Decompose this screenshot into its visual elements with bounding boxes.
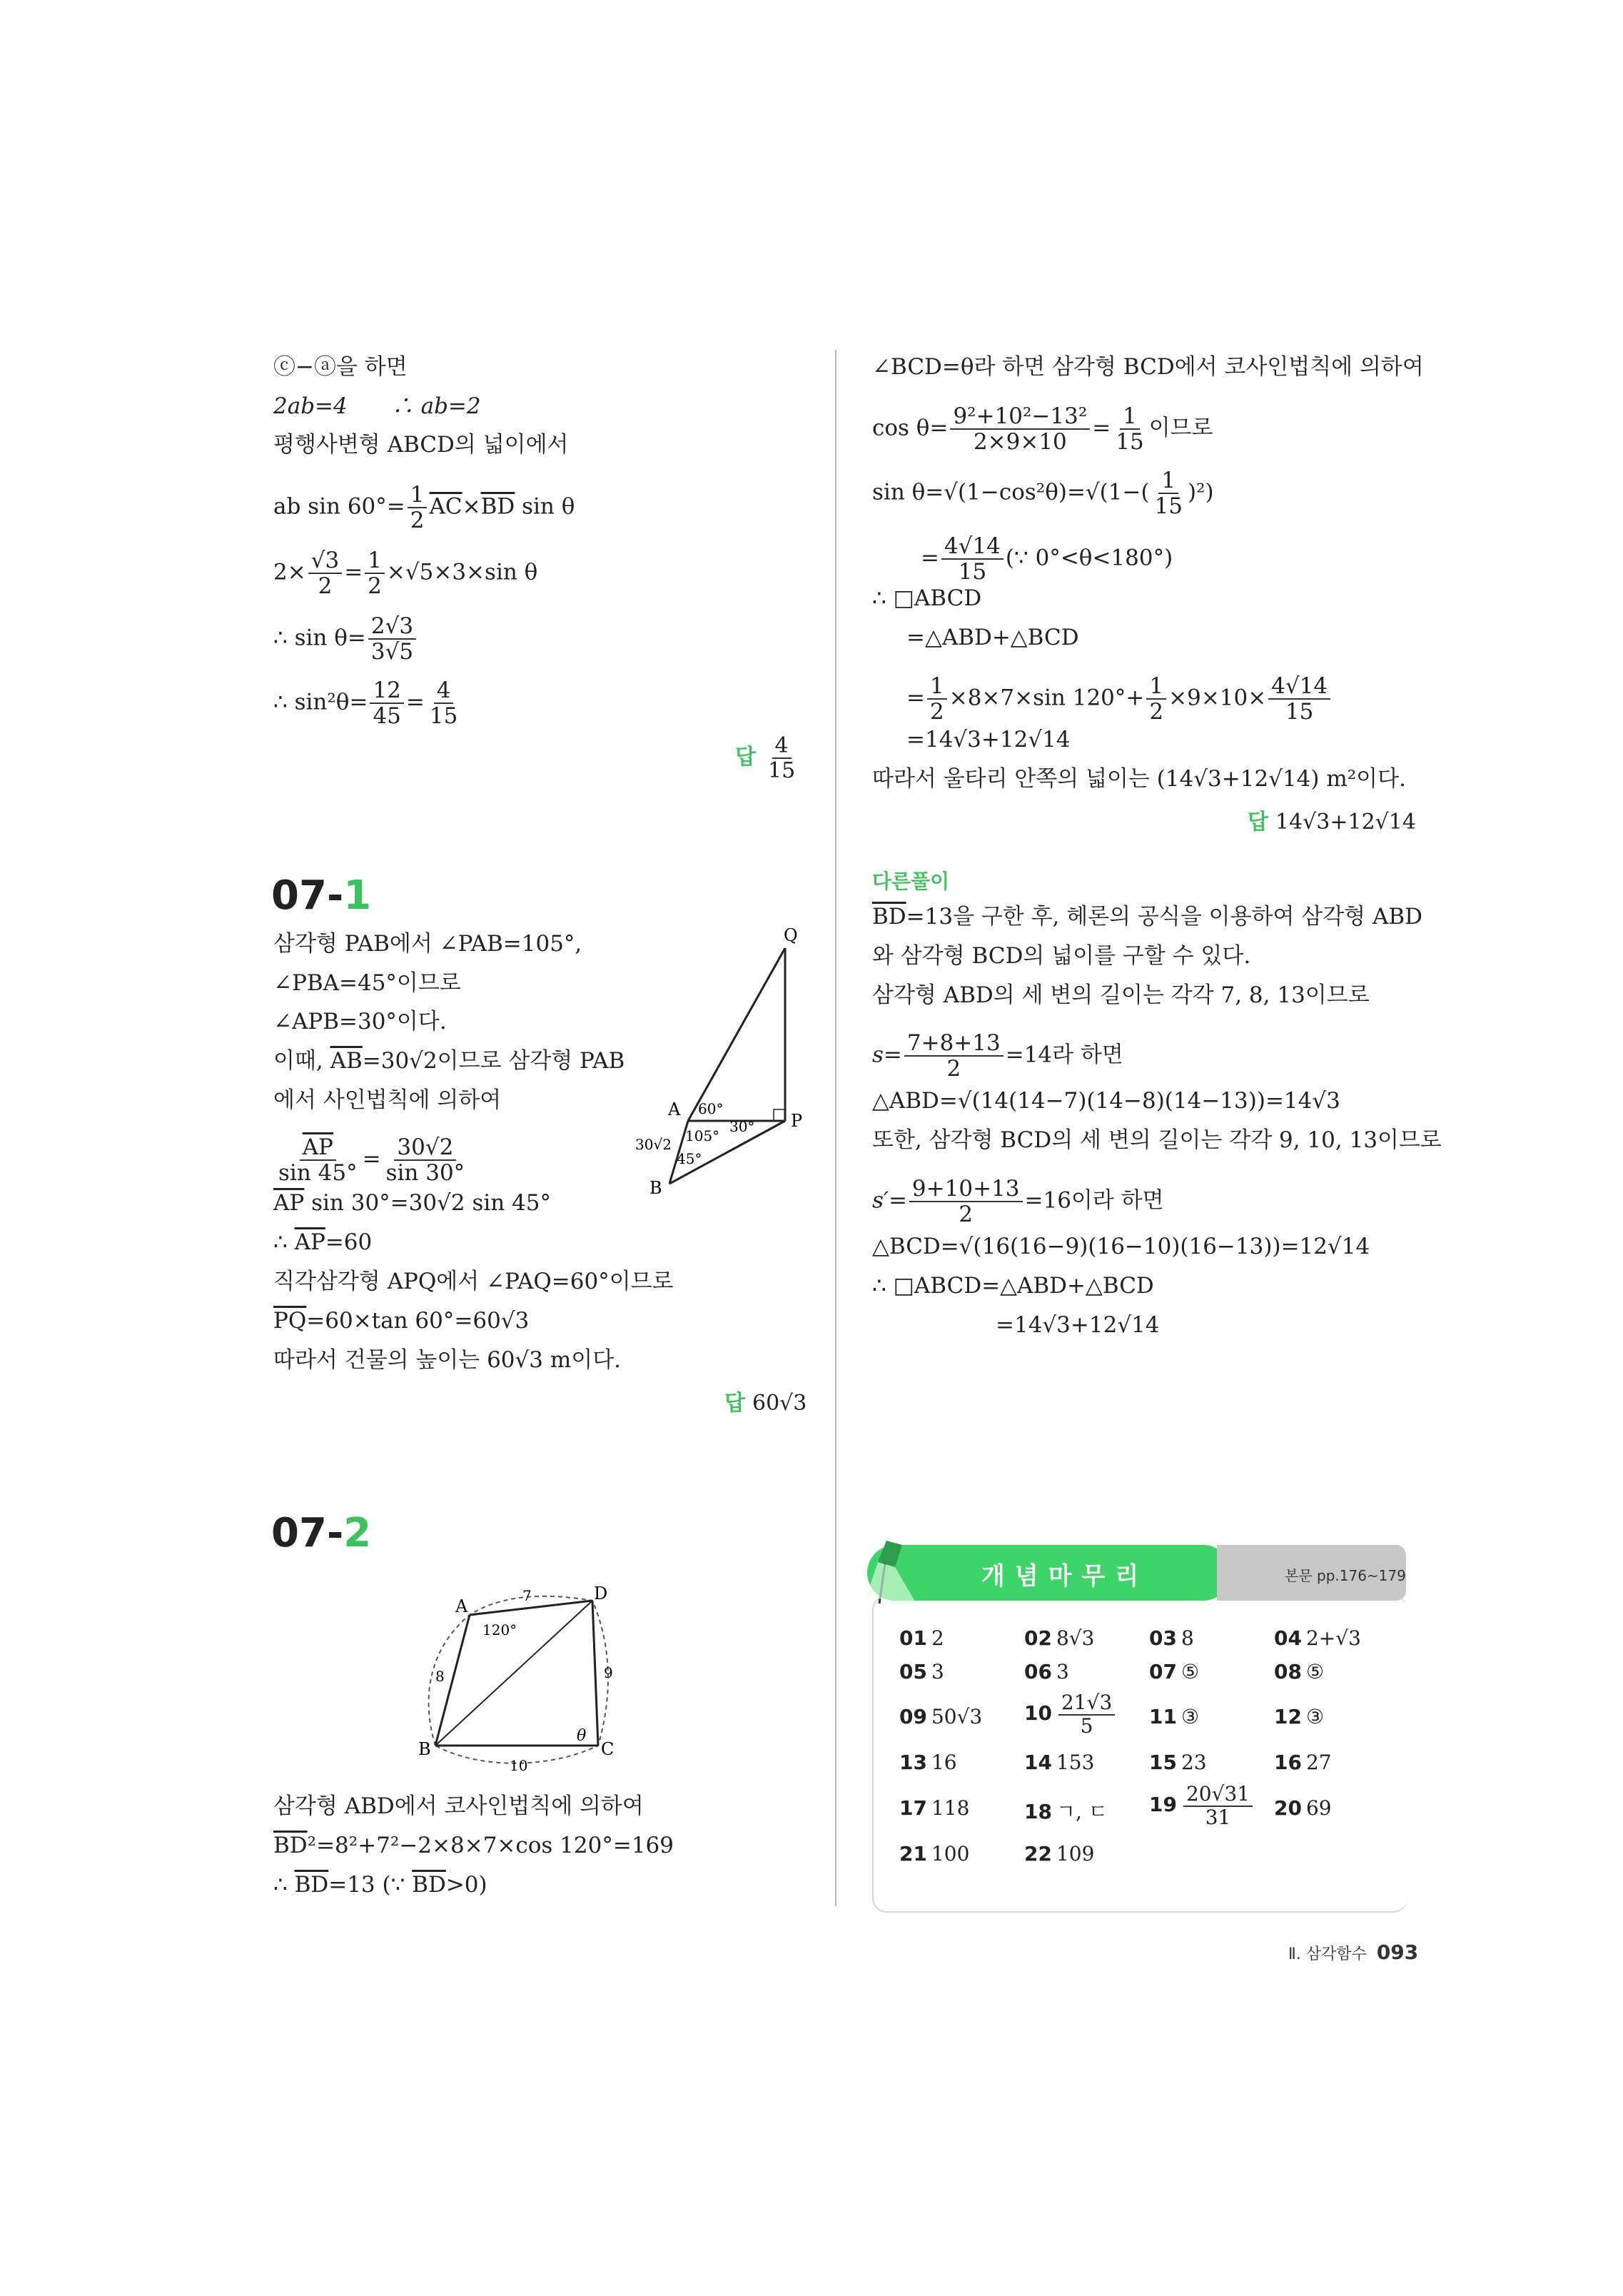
math-text: s′=: [872, 1187, 907, 1214]
numerator: 1: [408, 483, 428, 508]
segment: $\overline{BD}$: [480, 493, 515, 520]
answer: [724, 1385, 807, 1416]
label-A: A: [668, 1099, 681, 1119]
item-value: 8: [1180, 1626, 1194, 1650]
summary-item-09: [899, 1705, 982, 1728]
label-B: B: [418, 1739, 431, 1759]
summary-item-08: [1274, 1660, 1324, 1683]
answer: [1248, 804, 1416, 835]
numerator: 30√2: [394, 1135, 456, 1161]
math-line: [273, 614, 418, 664]
item-number: 17: [899, 1796, 927, 1820]
math-text: cos θ=: [872, 415, 949, 441]
math-line: [872, 1031, 1123, 1081]
numerator: $\overline{AP}$: [300, 1135, 336, 1161]
summary-item-01: [899, 1626, 944, 1650]
summary-item-07: [1149, 1660, 1199, 1683]
math-text: ×8×7×sin 120°+: [949, 685, 1145, 711]
item-number: 03: [1149, 1626, 1177, 1650]
fraction: [1152, 468, 1185, 518]
numerator: 1: [365, 548, 385, 574]
math-line: [273, 548, 537, 598]
math-line: △BCD=√(16(16−9)(16−10)(16−13))=12√14: [872, 1234, 1370, 1259]
denominator: 2: [929, 699, 944, 725]
item-number: 09: [899, 1705, 927, 1728]
denominator: 2×9×10: [973, 429, 1067, 455]
math-text: ab sin 60°=: [273, 493, 405, 520]
segment: $\overline{AB}$: [330, 1048, 363, 1074]
fraction: [370, 678, 403, 728]
angle-45: 45°: [677, 1150, 702, 1167]
math-line: =14√3+12√14: [906, 727, 1071, 752]
side-7: 7: [522, 1587, 532, 1604]
angle-theta: θ: [577, 1727, 587, 1745]
numerator: 7+8+13: [904, 1031, 1003, 1057]
math-line: [921, 534, 1173, 584]
math-text: =16이라 하면: [1024, 1187, 1164, 1214]
angle-105: 105°: [685, 1127, 720, 1144]
segment: $\overline{AC}$: [429, 493, 462, 520]
text-line: ⓒ−ⓐ을 하면: [273, 354, 408, 380]
item-number: 20: [1274, 1796, 1302, 1820]
fraction: [365, 548, 385, 598]
column-divider: [835, 350, 836, 1906]
item-number: 12: [1274, 1705, 1302, 1728]
segment: $\overline{BD}$: [412, 1872, 446, 1898]
numerator: 1: [1120, 404, 1140, 430]
fraction: [1058, 1692, 1115, 1738]
segment: $\overline{BD}$: [872, 904, 906, 930]
denominator: 15: [1154, 493, 1183, 520]
math-text: =13 (∵: [328, 1872, 413, 1898]
math-text: ²=8²+7²−2×8×7×cos 120°=169: [307, 1833, 674, 1858]
math-text: =: [344, 559, 363, 585]
item-value: 69: [1305, 1796, 1332, 1820]
denominator: 31: [1205, 1805, 1231, 1829]
lamp-icon: [865, 1535, 929, 1613]
math-text: ×: [462, 493, 481, 520]
answer-value: 14√3+12√14: [1275, 810, 1416, 835]
summary-item-20: [1274, 1796, 1332, 1820]
fraction: [904, 1031, 1003, 1081]
item-number: 05: [899, 1660, 927, 1683]
item-value: 50√3: [931, 1705, 983, 1728]
fraction: [408, 483, 428, 533]
item-value: ⑤: [1180, 1660, 1200, 1683]
denominator: 45: [373, 703, 401, 730]
item-number: 04: [1274, 1626, 1302, 1650]
side-9: 9: [604, 1664, 613, 1681]
math-text: =60×tan 60°=60√3: [306, 1308, 530, 1334]
text-line: 따라서 울타리 안쪽의 넓이는 (14√3+12√14) m²이다.: [872, 766, 1406, 792]
math-text: sin θ=√(1−cos²θ)=√(1−(: [872, 479, 1150, 505]
denominator: 15: [767, 758, 796, 783]
math-line: [906, 674, 1333, 724]
denominator: 2: [1149, 699, 1164, 725]
item-number: 14: [1024, 1751, 1052, 1774]
denominator: 5: [1080, 1713, 1093, 1738]
numerator: 4: [434, 678, 454, 704]
math-line: [273, 678, 462, 728]
summary-title: 개념마무리: [981, 1562, 1149, 1591]
heading-sub: 1: [343, 872, 372, 919]
math-text: ∴ sin θ=: [273, 625, 366, 651]
text: =30√2이므로 삼각형 PAB: [362, 1048, 625, 1074]
text-line: ∠PBA=45°이므로: [273, 970, 461, 996]
math-line: ∴ □ABCD: [872, 585, 982, 611]
edge-QA: [688, 948, 785, 1121]
numerator: 1: [927, 674, 947, 700]
math-line: [273, 483, 575, 533]
summary-item-18: [1024, 1796, 1108, 1825]
summary-item-17: [899, 1796, 969, 1820]
item-value: 2+√3: [1305, 1626, 1361, 1650]
math-text: =: [921, 545, 939, 571]
fraction: [427, 678, 460, 728]
item-value: 109: [1056, 1842, 1095, 1866]
label-B: B: [649, 1178, 662, 1198]
item-value: 2: [931, 1626, 944, 1650]
summary-item-05: [899, 1660, 944, 1683]
text-line: 또한, 삼각형 BCD의 세 변의 길이는 각각 9, 10, 13이므로: [872, 1127, 1442, 1153]
denominator: 2: [946, 1056, 961, 1082]
item-number: 13: [899, 1751, 927, 1774]
text-line: 2ab=4 ∴ ab=2: [273, 393, 481, 419]
triangle-figure-07-1: [628, 928, 814, 1214]
segment: $\overline{AP}$: [294, 1229, 325, 1255]
summary-item-06: [1024, 1660, 1069, 1683]
text: 이때,: [273, 1048, 330, 1074]
item-value: 3: [1056, 1660, 1069, 1683]
heading-number: 07: [271, 872, 327, 919]
item-number: 18: [1024, 1800, 1052, 1823]
fraction: [1268, 674, 1330, 724]
item-number: 21: [899, 1842, 927, 1866]
fraction: [275, 1135, 360, 1185]
text-line: 에서 사인법칙에 의하여: [273, 1087, 502, 1113]
numerator: √3: [308, 548, 342, 574]
angle-30: 30°: [729, 1118, 755, 1135]
numerator: 4√14: [1268, 674, 1330, 700]
denominator: 2: [368, 573, 382, 600]
math-line: △ABD=√(14(14−7)(14−8)(14−13))=14√3: [872, 1088, 1340, 1114]
text-line: 평행사변형 ABCD의 넓이에서: [273, 432, 569, 458]
numerator: 9²+10²−13²: [950, 404, 1090, 430]
text-line: ∠APB=30°이다.: [273, 1009, 447, 1034]
fraction: [950, 404, 1090, 454]
item-value: 27: [1305, 1751, 1332, 1774]
summary-pages: 본문 pp.176~179: [1285, 1567, 1406, 1584]
denominator: 15: [1116, 429, 1144, 455]
math-line: [872, 1177, 1164, 1227]
fraction: [1113, 404, 1146, 454]
math-text: =: [362, 1146, 381, 1172]
fraction: [765, 734, 798, 782]
heading-number: 07: [271, 1510, 327, 1556]
summary-item-03: [1149, 1626, 1194, 1650]
math-line: =14√3+12√14: [996, 1312, 1160, 1338]
item-value: 3: [931, 1660, 944, 1683]
label-Q: Q: [784, 928, 798, 945]
math-text: ∴: [273, 1872, 295, 1898]
math-text: 이므로: [1148, 415, 1213, 441]
summary-item-02: [1024, 1626, 1094, 1650]
label-C: C: [601, 1739, 615, 1759]
text: =13을 구한 후, 헤론의 공식을 이용하여 삼각형 ABD: [906, 904, 1422, 930]
math-text: =: [405, 689, 425, 715]
math-text: >0): [445, 1872, 487, 1898]
numerator: 4: [772, 734, 792, 759]
item-number: 08: [1274, 1660, 1302, 1683]
math-text: ×√5×3×sin θ: [386, 559, 538, 585]
label-A: A: [455, 1596, 468, 1616]
item-value: ③: [1180, 1705, 1200, 1728]
math-line: [273, 1189, 551, 1217]
math-text: =: [906, 685, 925, 711]
numerator: 1: [1158, 468, 1178, 494]
segment: $\overline{BD}$: [273, 1833, 308, 1858]
problem-heading-07-1: 07-1: [271, 872, 372, 919]
math-line: [273, 1870, 487, 1899]
denominator: 15: [1285, 699, 1314, 725]
label-P: P: [791, 1111, 803, 1131]
numerator: 20√31: [1183, 1783, 1253, 1807]
quadrilateral-figure-07-2: [414, 1585, 628, 1778]
fraction: [941, 534, 1003, 584]
chapter-name: Ⅱ. 삼각함수: [1288, 1945, 1367, 1963]
side-8: 8: [435, 1668, 445, 1685]
item-number: 15: [1149, 1751, 1177, 1774]
item-value: 16: [931, 1751, 957, 1774]
alt-solution-label: 다른풀이: [872, 870, 950, 893]
side-AB-length: 30√2: [635, 1136, 672, 1153]
math-line: [273, 1831, 674, 1860]
fraction: [909, 1177, 1023, 1227]
math-text: =14라 하면: [1005, 1042, 1123, 1068]
fraction: [1183, 1783, 1253, 1829]
math-line: =△ABD+△BCD: [906, 625, 1079, 650]
math-text: ×9×10×: [1168, 685, 1267, 711]
denominator: 3√5: [370, 639, 414, 665]
math-text: ∴: [273, 1229, 295, 1255]
denominator: 15: [429, 703, 458, 730]
fraction: [308, 548, 342, 598]
denominator: 2: [959, 1202, 974, 1228]
math-text: (∵ 0°<θ<180°): [1005, 545, 1173, 571]
text-line: [872, 902, 1422, 931]
math-text: sin θ: [515, 493, 575, 520]
denominator: 2: [318, 573, 333, 600]
numerator: 21√3: [1058, 1692, 1115, 1716]
summary-item-22: [1024, 1842, 1094, 1866]
fraction: [1146, 674, 1166, 724]
denominator: sin 30°: [385, 1160, 465, 1187]
item-number: 16: [1274, 1751, 1302, 1774]
math-line: [872, 468, 1214, 518]
summary-item-19: [1149, 1783, 1255, 1829]
math-text: 2×: [273, 559, 306, 585]
item-number: 07: [1149, 1660, 1177, 1683]
heading-sub: 2: [343, 1510, 372, 1556]
math-line: ∴ □ABCD=△ABD+△BCD: [872, 1273, 1154, 1299]
text-line: [273, 1047, 625, 1075]
math-text: )²): [1188, 479, 1214, 505]
denominator: 15: [958, 559, 987, 585]
summary-item-10: [1024, 1692, 1117, 1738]
math-text: =: [1092, 415, 1111, 441]
summary-item-13: [899, 1751, 957, 1774]
summary-item-11: [1149, 1705, 1199, 1728]
summary-item-15: [1149, 1751, 1207, 1774]
fraction: [383, 1135, 468, 1185]
math-line: [273, 1228, 372, 1257]
item-value: 100: [931, 1842, 970, 1866]
summary-item-16: [1274, 1751, 1332, 1774]
denominator: sin 45°: [278, 1160, 358, 1187]
math-text: =60: [325, 1229, 373, 1255]
item-number: 02: [1024, 1626, 1052, 1650]
text-line: ∠BCD=θ라 하면 삼각형 BCD에서 코사인법칙에 의하여: [872, 354, 1424, 380]
numerator: 1: [1146, 674, 1166, 700]
numerator: 2√3: [368, 614, 416, 640]
math-text: s=: [872, 1042, 902, 1068]
text-line: 삼각형 PAB에서 ∠PAB=105°,: [273, 931, 582, 957]
text-line: 와 삼각형 BCD의 넓이를 구할 수 있다.: [872, 943, 1251, 969]
math-line: [273, 1306, 529, 1335]
item-value: 23: [1180, 1751, 1207, 1774]
item-value: 8√3: [1056, 1626, 1095, 1650]
item-value: 153: [1056, 1751, 1095, 1774]
problem-heading-07-2: 07-2: [271, 1510, 372, 1556]
label-D: D: [594, 1585, 608, 1603]
item-number: 01: [899, 1626, 927, 1650]
side-10: 10: [510, 1757, 528, 1774]
fraction: [368, 614, 416, 664]
text-line: 직각삼각형 APQ에서 ∠PAQ=60°이므로: [273, 1269, 674, 1294]
right-angle-mark: [774, 1109, 785, 1121]
math-text: ∴ sin²θ=: [273, 689, 368, 715]
item-number: 22: [1024, 1842, 1052, 1866]
text-line: 삼각형 ABD에서 코사인법칙에 의하여: [273, 1793, 644, 1819]
numerator: 9+10+13: [909, 1177, 1023, 1202]
item-number: 10: [1024, 1701, 1052, 1726]
segment: $\overline{BD}$: [294, 1872, 329, 1898]
item-value: ㄱ, ㄷ: [1056, 1800, 1108, 1823]
math-line: [872, 404, 1213, 454]
answer: [735, 734, 800, 782]
item-value: ③: [1305, 1705, 1325, 1728]
angle-120: 120°: [482, 1621, 517, 1638]
answer-label: 답: [724, 1391, 745, 1416]
summary-item-04: [1274, 1626, 1361, 1650]
denominator: 2: [410, 508, 425, 534]
page-footer: [1288, 1940, 1418, 1964]
answer-label: 답: [1248, 810, 1268, 835]
item-number: 11: [1149, 1705, 1177, 1728]
text-line: 따라서 건물의 높이는 60√3 m이다.: [273, 1347, 621, 1373]
fraction: [927, 674, 947, 724]
summary-item-12: [1274, 1705, 1324, 1728]
segment: $\overline{AP}$: [273, 1190, 305, 1216]
answer-label: 답: [735, 745, 756, 770]
math-text: sin 30°=30√2 sin 45°: [304, 1190, 552, 1216]
numerator: 4√14: [941, 534, 1003, 560]
numerator: 12: [370, 678, 403, 704]
item-value: ⑤: [1305, 1660, 1325, 1683]
answer-value: 60√3: [752, 1391, 807, 1416]
math-line: [273, 1135, 470, 1185]
item-number: 19: [1149, 1793, 1177, 1817]
edge-DC: [592, 1601, 598, 1746]
page-number: 093: [1376, 1940, 1419, 1964]
text-line: 삼각형 ABD의 세 변의 길이는 각각 7, 8, 13이므로: [872, 982, 1370, 1008]
angle-60: 60°: [698, 1100, 724, 1117]
item-number: 06: [1024, 1660, 1052, 1683]
segment: $\overline{PQ}$: [273, 1308, 307, 1334]
item-value: 118: [931, 1796, 970, 1820]
summary-item-14: [1024, 1751, 1094, 1774]
summary-item-21: [899, 1842, 969, 1866]
